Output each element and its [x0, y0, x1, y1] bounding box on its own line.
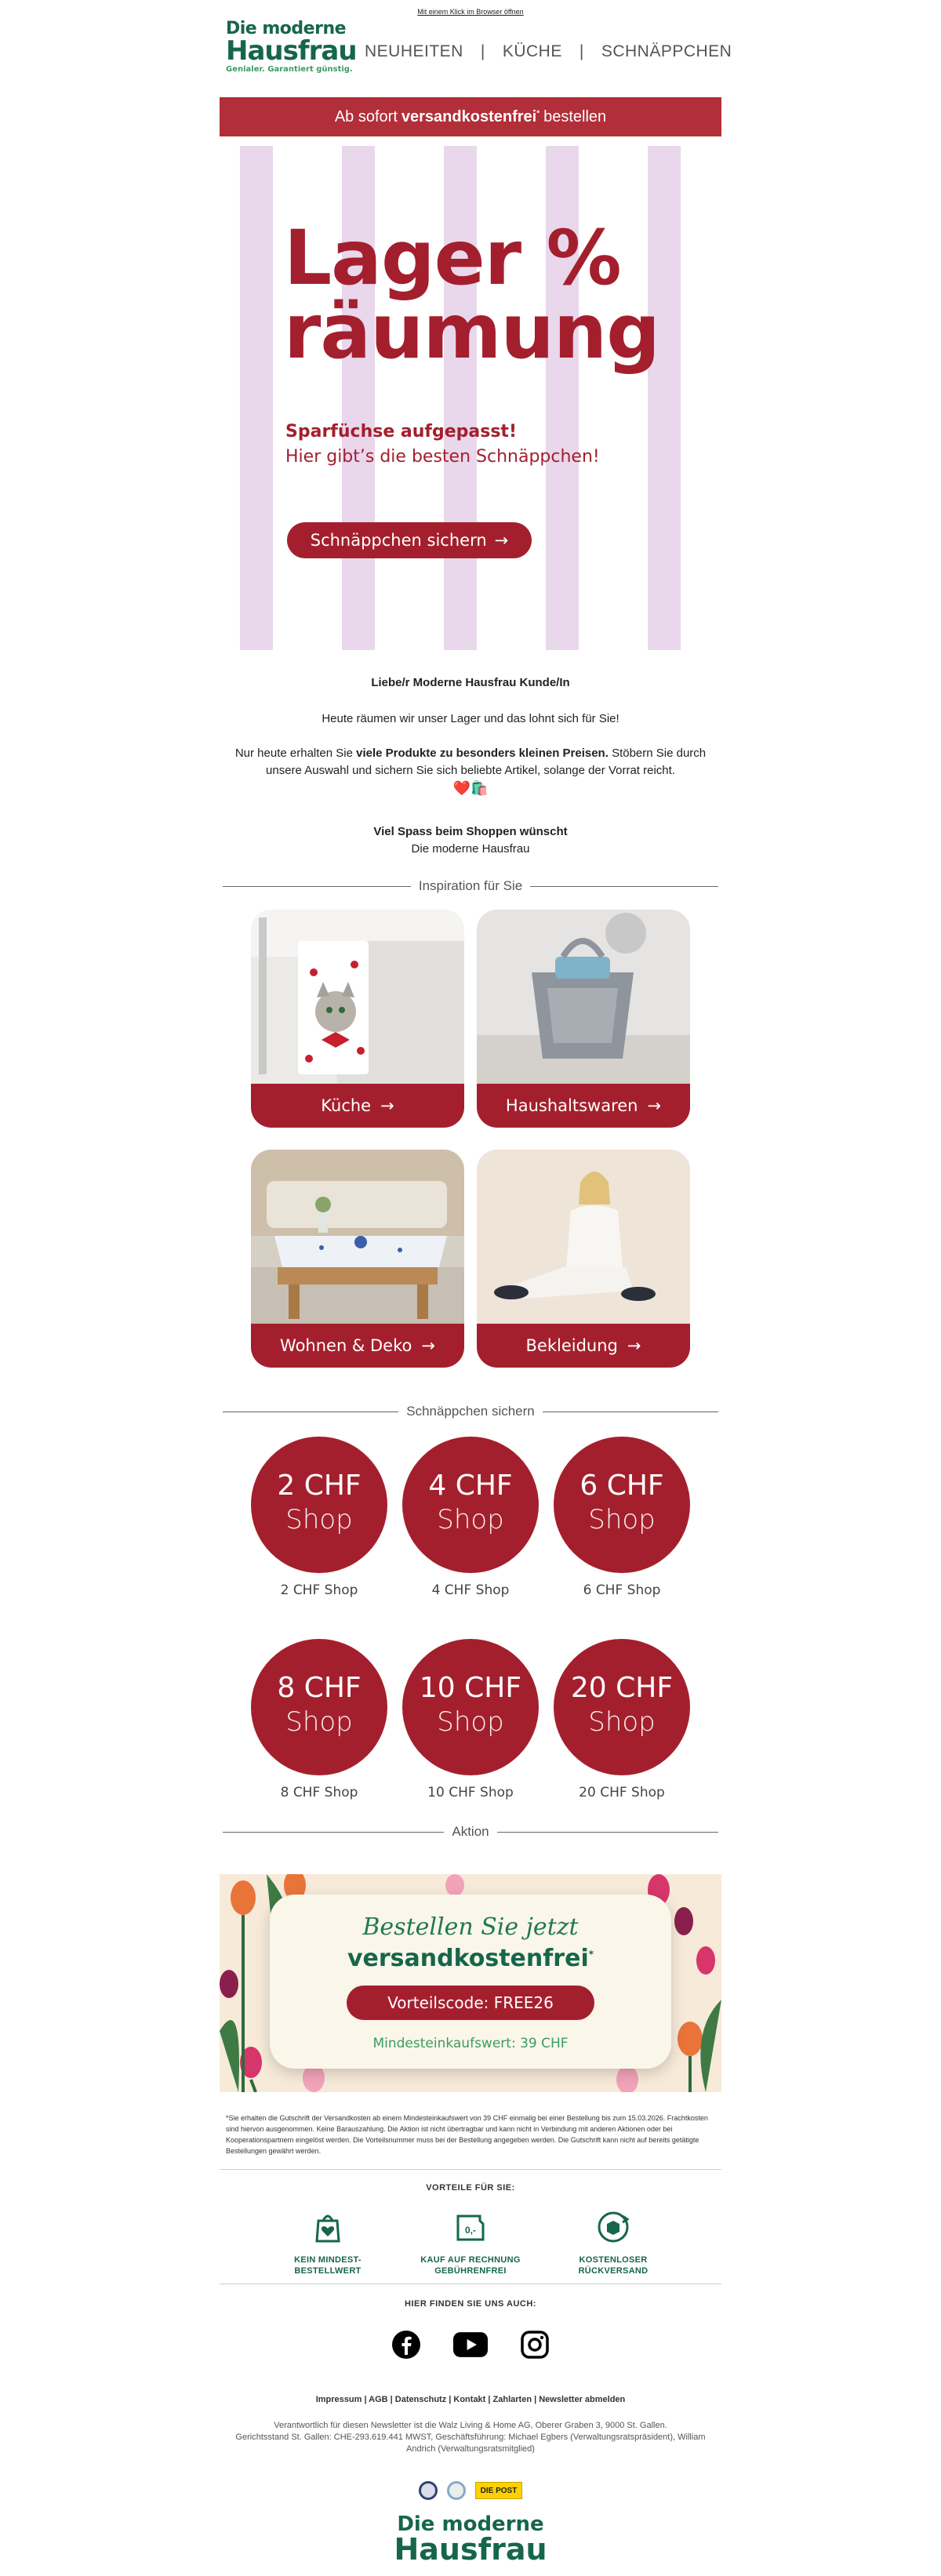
logo-line1: Die moderne: [226, 19, 347, 38]
category-card-kueche[interactable]: [251, 910, 464, 1128]
arrow-right-icon: →: [647, 1096, 662, 1115]
perk-invoice: 0,- KAUF AUF RECHNUNG GEBÜHRENFREI: [408, 2210, 533, 2276]
footer-logo[interactable]: Die moderne Hausfrau: [394, 2512, 547, 2567]
shop-circle-4chf[interactable]: 4 CHF Shop: [402, 1437, 539, 1573]
clothing-model-image: [477, 1150, 690, 1324]
intro-line2: Nur heute erhalten Sie viele Produkte zu besonders kleinen Preisen. Stöbern Sie durch unsere Auswahl und sichern Sie sich beliebte Artikel, solange der Vorrat reicht.: [234, 747, 707, 777]
category-card-bekleidung[interactable]: [477, 1150, 690, 1368]
perk-no-minimum: KEIN MINDEST- BESTELLWERT: [265, 2210, 391, 2276]
trust-badges: [220, 2481, 721, 2500]
arrow-right-icon: →: [627, 1336, 641, 1355]
free-shipping-banner[interactable]: [220, 97, 721, 136]
promo-minimum: Mindesteinkaufswert: 39 CHF: [372, 2036, 569, 2051]
category-button[interactable]: Bekleidung →: [477, 1324, 690, 1368]
kitchen-towel-image: [251, 910, 464, 1084]
arrow-right-icon: →: [380, 1096, 394, 1115]
shop-circle-6chf[interactable]: 6 CHF Shop: [554, 1437, 690, 1573]
nav-item-kueche[interactable]: KÜCHE: [502, 42, 562, 60]
divider-line: [220, 2169, 721, 2170]
promo-fineprint: *Sie erhalten die Gutschrift der Versandkosten ab einem Mindesteinkaufswert von 39 CHF einmalig bei einer Bestellung bis zum 15.03.2026. Frachtkosten sind hiervon ausgenommen. Keine Barauszahlung. Die Aktion ist nicht übertragbar und kann nicht in Verbindung mit anderen Aktionen oder bei Kooperationspartnern eingelöst werden. Die Vorteilsnummer muss bei der Bestellung angegeben werden. Die Gutschrift kann nicht auf bereits getätigte Bestellungen gewährt werden.: [226, 2114, 708, 2155]
social-heading: HIER FINDEN SIE UNS AUCH:: [405, 2299, 536, 2309]
laundry-basket-image: [477, 910, 690, 1084]
nav-separator: |: [579, 42, 584, 60]
die-post-logo: DIE POST: [475, 2482, 523, 2499]
arrow-right-icon: →: [494, 531, 509, 550]
invoice-icon: [453, 2210, 488, 2244]
shop-label[interactable]: 20 CHF Shop: [579, 1785, 665, 1800]
closing-bold: Viel Spass beim Shoppen wünscht: [373, 825, 568, 838]
category-button[interactable]: Haushaltswaren →: [477, 1084, 690, 1128]
main-nav: [365, 42, 732, 61]
shop-label[interactable]: 4 CHF Shop: [431, 1582, 510, 1598]
promo-banner[interactable]: [220, 1874, 721, 2092]
logo-tagline: Genialer. Garantiert günstig.: [226, 65, 353, 74]
return-box-icon: [596, 2210, 630, 2244]
category-card-wohnen-deko[interactable]: [251, 1150, 464, 1368]
youtube-icon[interactable]: [453, 2327, 488, 2362]
section-divider-inspiration: Inspiration für Sie: [223, 878, 718, 894]
logo-line2: Hausfrau: [226, 35, 357, 67]
living-room-table-image: [251, 1150, 464, 1324]
hero-subtitle: Hier gibt’s die besten Schnäppchen!: [285, 447, 600, 467]
shop-circle-8chf[interactable]: 8 CHF Shop: [251, 1639, 387, 1775]
shop-label[interactable]: 10 CHF Shop: [427, 1785, 514, 1800]
intro-line1: Heute räumen wir unser Lager und das lohnt sich für Sie!: [322, 712, 619, 725]
banner-prefix: Ab sofort: [334, 107, 398, 125]
category-button[interactable]: Wohnen & Deko →: [251, 1324, 464, 1368]
shop-circle-10chf[interactable]: 10 CHF Shop: [402, 1639, 539, 1775]
footer-legal: Verantwortlich für diesen Newsletter ist die Walz Living & Home AG, Oberer Graben 3, 9000 St. Gallen. Gerichtsstand St. Gallen: CHE-293.619.441 MWST, Geschäftsführung: Michael Egbers (Verwaltungsratspräsident), William Andrich (Verwaltungsratsmitglied): [235, 2421, 706, 2454]
nav-separator: |: [480, 42, 485, 60]
promo-card: [270, 1895, 671, 2069]
shopping-bag-heart-icon: [311, 2210, 345, 2244]
banner-suffix: bestellen: [543, 107, 607, 125]
shop-circle-2chf[interactable]: 2 CHF Shop: [251, 1437, 387, 1573]
section-divider-aktion: Aktion: [223, 1824, 718, 1840]
section-divider-deals: Schnäppchen sichern: [223, 1404, 718, 1419]
hero-title: Lager % räumung: [284, 214, 659, 376]
promo-line1: Bestellen Sie jetzt: [362, 1913, 579, 1941]
hero-banner[interactable]: [240, 146, 699, 650]
promo-line2: versandkostenfrei*: [347, 1945, 594, 1972]
perk-free-return: KOSTENLOSER RÜCKVERSAND: [550, 2210, 676, 2276]
hero-cta-button[interactable]: Schnäppchen sichern →: [287, 522, 532, 558]
nav-item-neuheiten[interactable]: NEUHEITEN: [365, 42, 463, 60]
heart-bag-emoji: ❤️🛍️: [452, 780, 489, 796]
trust-seal-icon: [419, 2481, 438, 2500]
newsletter: [220, 0, 732, 2576]
footer-links[interactable]: Impressum | AGB | Datenschutz | Kontakt | Zahlarten | Newsletter abmelden: [315, 2395, 626, 2404]
quality-seal-icon: [447, 2481, 466, 2500]
facebook-icon[interactable]: [389, 2327, 423, 2362]
shop-circle-20chf[interactable]: 20 CHF Shop: [554, 1639, 690, 1775]
open-in-browser-link[interactable]: Mit einem Klick im Browser öffnen: [417, 8, 524, 16]
promo-code-button[interactable]: Vorteilscode: FREE26: [347, 1986, 594, 2020]
greeting: Liebe/r Moderne Hausfrau Kunde/In: [371, 676, 570, 689]
closing-signature: Die moderne Hausfrau: [411, 842, 530, 856]
shop-label[interactable]: 6 CHF Shop: [583, 1582, 661, 1598]
instagram-icon[interactable]: [518, 2327, 552, 2362]
perks-heading: VORTEILE FÜR SIE:: [426, 2183, 515, 2193]
nav-item-schnaeppchen[interactable]: SCHNÄPPCHEN: [601, 42, 732, 60]
arrow-right-icon: →: [421, 1336, 435, 1355]
hero-stripe: [240, 146, 273, 650]
category-button[interactable]: Küche →: [251, 1084, 464, 1128]
brand-logo[interactable]: [226, 20, 357, 74]
shop-label[interactable]: 2 CHF Shop: [280, 1582, 358, 1598]
shop-label[interactable]: 8 CHF Shop: [280, 1785, 358, 1800]
banner-bold: versandkostenfrei*: [401, 107, 540, 125]
svg-text:0,-: 0,-: [464, 2225, 477, 2236]
category-card-haushaltswaren[interactable]: [477, 910, 690, 1128]
hero-subtitle-bold: Sparfüchse aufgepasst!: [285, 422, 517, 441]
